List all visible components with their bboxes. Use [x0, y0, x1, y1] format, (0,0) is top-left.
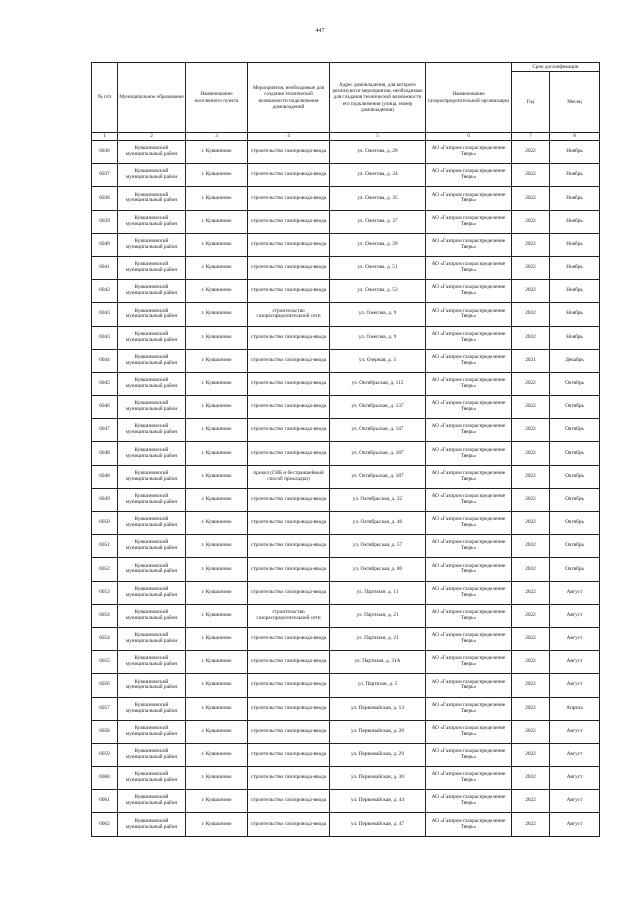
column-number: 2	[118, 133, 186, 141]
cell-organization: АО «Газпром газораспределение Тверь»	[426, 743, 512, 766]
cell-organization: АО «Газпром газораспределение Тверь»	[426, 674, 512, 697]
cell-municipality: Кувшиновский муниципальный район	[118, 674, 186, 697]
cell-event: строительство газопровода-ввода	[248, 813, 330, 836]
cell-settlement: г. Кувшиново	[186, 720, 248, 743]
cell-address: ул. Октябрьская, д. 115	[330, 372, 426, 395]
column-number: 7	[512, 133, 550, 141]
cell-event: строительство газопровода-ввода	[248, 651, 330, 674]
cell-settlement: г. Кувшиново	[186, 581, 248, 604]
header-deadline: Срок догазификации	[512, 63, 600, 72]
cell-address: ул. Октябрьская, д. 22	[330, 488, 426, 511]
cell-index: 6059	[92, 743, 118, 766]
cell-organization: АО «Газпром газораспределение Тверь»	[426, 210, 512, 233]
cell-settlement: г. Кувшиново	[186, 488, 248, 511]
cell-month: Ноябрь	[550, 141, 600, 164]
cell-year: 2022	[512, 697, 550, 720]
cell-municipality: Кувшиновский муниципальный район	[118, 187, 186, 210]
cell-index: 6054	[92, 604, 118, 627]
cell-settlement: г. Кувшиново	[186, 465, 248, 488]
cell-organization: АО «Газпром газораспределение Тверь»	[426, 790, 512, 813]
cell-event: строительство газопровода-ввода	[248, 187, 330, 210]
cell-settlement: г. Кувшиново	[186, 164, 248, 187]
cell-address: ул. Ожегова, д. 9	[330, 303, 426, 326]
cell-municipality: Кувшиновский муниципальный район	[118, 767, 186, 790]
cell-month: Октябрь	[550, 419, 600, 442]
column-number: 5	[330, 133, 426, 141]
table-header	[92, 63, 600, 141]
cell-month: Апрель	[550, 697, 600, 720]
cell-index: 6041	[92, 256, 118, 279]
cell-event: строительство газопровода-ввода	[248, 396, 330, 419]
cell-event: строительство газопровода-ввода	[248, 442, 330, 465]
column-number: 4	[248, 133, 330, 141]
header-address: Адрес домовладения, для которого реализуются мероприятия, необходимые для создания технической возможности его подключения (улица, номер домовладения)	[330, 63, 426, 133]
cell-year: 2022	[512, 813, 550, 836]
cell-municipality: Кувшиновский муниципальный район	[118, 604, 186, 627]
table-row	[92, 303, 600, 326]
cell-settlement: г. Кувшиново	[186, 813, 248, 836]
cell-settlement: г. Кувшиново	[186, 535, 248, 558]
cell-organization: АО «Газпром газораспределение Тверь»	[426, 419, 512, 442]
cell-address: ул. Октябрьская, д. 80	[330, 558, 426, 581]
cell-year: 2022	[512, 210, 550, 233]
cell-month: Ноябрь	[550, 210, 600, 233]
cell-organization: АО «Газпром газораспределение Тверь»	[426, 813, 512, 836]
cell-month: Ноябрь	[550, 326, 600, 349]
cell-address: ул. Партизан, д. 11	[330, 581, 426, 604]
table-row	[92, 280, 600, 303]
cell-settlement: г. Кувшиново	[186, 141, 248, 164]
cell-year: 2022	[512, 558, 550, 581]
cell-month: Ноябрь	[550, 233, 600, 256]
cell-index: 6050	[92, 512, 118, 535]
cell-event: строительство газопровода-ввода	[248, 790, 330, 813]
cell-address: ул. Партизан, д. 31А	[330, 651, 426, 674]
cell-month: Ноябрь	[550, 187, 600, 210]
cell-organization: АО «Газпром газораспределение Тверь»	[426, 141, 512, 164]
cell-settlement: г. Кувшиново	[186, 697, 248, 720]
cell-municipality: Кувшиновский муниципальный район	[118, 349, 186, 372]
cell-index: 6037	[92, 164, 118, 187]
cell-year: 2021	[512, 349, 550, 372]
cell-event: строительство газопровода-ввода	[248, 349, 330, 372]
cell-organization: АО «Газпром газораспределение Тверь»	[426, 767, 512, 790]
cell-index: 6040	[92, 233, 118, 256]
cell-address: ул. Ожегова, д. 51	[330, 256, 426, 279]
cell-month: Август	[550, 581, 600, 604]
cell-event: строительство газопровода-ввода	[248, 488, 330, 511]
cell-event: строительство газопровода-ввода	[248, 210, 330, 233]
cell-address: ул. Октябрьская, д. 137	[330, 396, 426, 419]
cell-address: ул. Первомайская, д. 13	[330, 697, 426, 720]
cell-index: 6046	[92, 396, 118, 419]
cell-index: 6036	[92, 141, 118, 164]
table-row	[92, 419, 600, 442]
cell-event: строительство газопровода-ввода	[248, 627, 330, 650]
cell-organization: АО «Газпром газораспределение Тверь»	[426, 720, 512, 743]
cell-event: строительство газопровода-ввода	[248, 743, 330, 766]
header-idx: № п/п	[92, 63, 118, 133]
cell-event: строительство газопровода-ввода	[248, 326, 330, 349]
cell-year: 2022	[512, 581, 550, 604]
cell-settlement: г. Кувшиново	[186, 627, 248, 650]
cell-organization: АО «Газпром газораспределение Тверь»	[426, 164, 512, 187]
column-number: 3	[186, 133, 248, 141]
cell-address: ул. Ожегова, д. 28	[330, 141, 426, 164]
cell-settlement: г. Кувшиново	[186, 210, 248, 233]
cell-index: 6052	[92, 558, 118, 581]
cell-month: Ноябрь	[550, 303, 600, 326]
cell-year: 2022	[512, 674, 550, 697]
table-row	[92, 627, 600, 650]
cell-event: строительство газопровода-ввода	[248, 674, 330, 697]
cell-organization: АО «Газпром газораспределение Тверь»	[426, 581, 512, 604]
cell-address: ул. Партизан, д. 21	[330, 627, 426, 650]
table-row	[92, 256, 600, 279]
cell-municipality: Кувшиновский муниципальный район	[118, 419, 186, 442]
table-row	[92, 813, 600, 836]
cell-address: ул. Октябрьская, д. 57	[330, 535, 426, 558]
cell-index: 6057	[92, 697, 118, 720]
table-row	[92, 187, 600, 210]
table-row	[92, 674, 600, 697]
cell-year: 2022	[512, 187, 550, 210]
cell-event: строительство газопровода-ввода	[248, 697, 330, 720]
cell-month: Октябрь	[550, 512, 600, 535]
cell-year: 2022	[512, 465, 550, 488]
cell-organization: АО «Газпром газораспределение Тверь»	[426, 442, 512, 465]
cell-address: ул. Партизан, д. 5	[330, 674, 426, 697]
cell-municipality: Кувшиновский муниципальный район	[118, 651, 186, 674]
cell-municipality: Кувшиновский муниципальный район	[118, 743, 186, 766]
table-row	[92, 790, 600, 813]
table-row	[92, 326, 600, 349]
cell-month: Октябрь	[550, 558, 600, 581]
cell-address: ул. Октябрьская, д. 187	[330, 442, 426, 465]
column-numbers-row	[92, 133, 600, 141]
cell-year: 2022	[512, 488, 550, 511]
cell-organization: АО «Газпром газораспределение Тверь»	[426, 396, 512, 419]
cell-index: 6038	[92, 187, 118, 210]
cell-event: строительство газопровода-ввода	[248, 720, 330, 743]
table-row	[92, 141, 600, 164]
table-row	[92, 651, 600, 674]
cell-settlement: г. Кувшиново	[186, 790, 248, 813]
cell-year: 2022	[512, 604, 550, 627]
cell-event: строительство газопровода-ввода	[248, 141, 330, 164]
cell-index: 6060	[92, 767, 118, 790]
header-org: Наименование газораспределительной организации	[426, 63, 512, 133]
table-row	[92, 396, 600, 419]
cell-year: 2022	[512, 372, 550, 395]
cell-address: ул. Первомайская, д. 20	[330, 720, 426, 743]
cell-month: Август	[550, 674, 600, 697]
cell-address: ул. Первомайская, д. 29	[330, 743, 426, 766]
cell-year: 2022	[512, 535, 550, 558]
cell-month: Ноябрь	[550, 280, 600, 303]
cell-address: ул. Первомайская, д. 44	[330, 790, 426, 813]
cell-organization: АО «Газпром газораспределение Тверь»	[426, 627, 512, 650]
cell-settlement: г. Кувшиново	[186, 558, 248, 581]
table-row	[92, 210, 600, 233]
cell-settlement: г. Кувшиново	[186, 512, 248, 535]
cell-event: строительство газопровода-ввода	[248, 280, 330, 303]
cell-index: 6058	[92, 720, 118, 743]
cell-settlement: г. Кувшиново	[186, 256, 248, 279]
cell-month: Август	[550, 813, 600, 836]
table-row	[92, 488, 600, 511]
cell-event: строительство газопровода-ввода	[248, 558, 330, 581]
cell-municipality: Кувшиновский муниципальный район	[118, 512, 186, 535]
cell-index: 6044	[92, 349, 118, 372]
cell-month: Октябрь	[550, 442, 600, 465]
table-row	[92, 233, 600, 256]
cell-municipality: Кувшиновский муниципальный район	[118, 627, 186, 650]
cell-index: 6053	[92, 581, 118, 604]
cell-year: 2022	[512, 233, 550, 256]
cell-event: прокол (ГНБ и бестраншейный способ прокладки)	[248, 465, 330, 488]
cell-municipality: Кувшиновский муниципальный район	[118, 233, 186, 256]
cell-month: Август	[550, 651, 600, 674]
cell-municipality: Кувшиновский муниципальный район	[118, 256, 186, 279]
cell-address: ул. Октябрьская, д. 187	[330, 465, 426, 488]
column-number: 6	[426, 133, 512, 141]
cell-index: 6061	[92, 790, 118, 813]
cell-settlement: г. Кувшиново	[186, 187, 248, 210]
cell-month: Октябрь	[550, 535, 600, 558]
table-row	[92, 767, 600, 790]
cell-address: ул. Ожегова, д. 9	[330, 326, 426, 349]
cell-address: ул. Озерная, д. 3	[330, 349, 426, 372]
cell-address: ул. Первомайская, д. 30	[330, 767, 426, 790]
cell-municipality: Кувшиновский муниципальный район	[118, 488, 186, 511]
cell-organization: АО «Газпром газораспределение Тверь»	[426, 372, 512, 395]
cell-municipality: Кувшиновский муниципальный район	[118, 442, 186, 465]
cell-settlement: г. Кувшиново	[186, 326, 248, 349]
cell-year: 2022	[512, 651, 550, 674]
cell-index: 6054	[92, 627, 118, 650]
cell-event: строительство газопровода-ввода	[248, 512, 330, 535]
cell-organization: АО «Газпром газораспределение Тверь»	[426, 326, 512, 349]
cell-event: строительство газопровода-ввода	[248, 164, 330, 187]
cell-month: Октябрь	[550, 465, 600, 488]
cell-settlement: г. Кувшиново	[186, 674, 248, 697]
cell-year: 2022	[512, 164, 550, 187]
cell-year: 2022	[512, 743, 550, 766]
cell-event: строительство газораспределительной сети	[248, 303, 330, 326]
cell-municipality: Кувшиновский муниципальный район	[118, 813, 186, 836]
cell-month: Ноябрь	[550, 164, 600, 187]
cell-organization: АО «Газпром газораспределение Тверь»	[426, 512, 512, 535]
header-month: Месяц	[550, 72, 600, 133]
cell-month: Август	[550, 743, 600, 766]
cell-month: Август	[550, 627, 600, 650]
cell-month: Октябрь	[550, 488, 600, 511]
header-municipality: Муниципальное образование	[118, 63, 186, 133]
cell-year: 2022	[512, 256, 550, 279]
cell-settlement: г. Кувшиново	[186, 767, 248, 790]
cell-municipality: Кувшиновский муниципальный район	[118, 720, 186, 743]
table-row	[92, 581, 600, 604]
cell-settlement: г. Кувшиново	[186, 372, 248, 395]
cell-index: 6062	[92, 813, 118, 836]
cell-index: 6042	[92, 280, 118, 303]
cell-address: ул. Ожегова, д. 34	[330, 164, 426, 187]
cell-event: строительство газопровода-ввода	[248, 535, 330, 558]
cell-event: строительство газораспределительной сети	[248, 604, 330, 627]
cell-index: 6056	[92, 674, 118, 697]
cell-organization: АО «Газпром газораспределение Тверь»	[426, 349, 512, 372]
cell-settlement: г. Кувшиново	[186, 743, 248, 766]
cell-municipality: Кувшиновский муниципальный район	[118, 465, 186, 488]
cell-municipality: Кувшиновский муниципальный район	[118, 326, 186, 349]
cell-municipality: Кувшиновский муниципальный район	[118, 396, 186, 419]
cell-municipality: Кувшиновский муниципальный район	[118, 280, 186, 303]
cell-event: строительство газопровода-ввода	[248, 372, 330, 395]
cell-index: 6055	[92, 651, 118, 674]
table-row	[92, 349, 600, 372]
header-year: Год	[512, 72, 550, 133]
cell-address: ул. Ожегова, д. 37	[330, 210, 426, 233]
cell-settlement: г. Кувшиново	[186, 604, 248, 627]
cell-settlement: г. Кувшиново	[186, 651, 248, 674]
cell-month: Ноябрь	[550, 256, 600, 279]
cell-address: ул. Ожегова, д. 39	[330, 233, 426, 256]
column-number: 8	[550, 133, 600, 141]
table-row	[92, 604, 600, 627]
cell-month: Декабрь	[550, 349, 600, 372]
cell-event: строительство газопровода-ввода	[248, 233, 330, 256]
cell-municipality: Кувшиновский муниципальный район	[118, 164, 186, 187]
cell-settlement: г. Кувшиново	[186, 303, 248, 326]
cell-event: строительство газопровода-ввода	[248, 767, 330, 790]
cell-organization: АО «Газпром газораспределение Тверь»	[426, 488, 512, 511]
cell-index: 6043	[92, 303, 118, 326]
cell-organization: АО «Газпром газораспределение Тверь»	[426, 604, 512, 627]
cell-municipality: Кувшиновский муниципальный район	[118, 210, 186, 233]
cell-event: строительство газопровода-ввода	[248, 419, 330, 442]
cell-month: Октябрь	[550, 372, 600, 395]
cell-month: Август	[550, 767, 600, 790]
cell-year: 2022	[512, 767, 550, 790]
cell-organization: АО «Газпром газораспределение Тверь»	[426, 535, 512, 558]
cell-index: 6047	[92, 419, 118, 442]
cell-year: 2022	[512, 512, 550, 535]
cell-organization: АО «Газпром газораспределение Тверь»	[426, 558, 512, 581]
cell-address: ул. Октябрьская, д. 147	[330, 419, 426, 442]
cell-settlement: г. Кувшиново	[186, 419, 248, 442]
table-body	[92, 141, 600, 837]
cell-municipality: Кувшиновский муниципальный район	[118, 141, 186, 164]
cell-index: 6048	[92, 442, 118, 465]
cell-municipality: Кувшиновский муниципальный район	[118, 535, 186, 558]
cell-municipality: Кувшиновский муниципальный район	[118, 372, 186, 395]
page-number: 447	[315, 28, 325, 34]
cell-settlement: г. Кувшиново	[186, 280, 248, 303]
table-row	[92, 512, 600, 535]
cell-year: 2022	[512, 419, 550, 442]
cell-index: 6039	[92, 210, 118, 233]
cell-month: Август	[550, 604, 600, 627]
cell-year: 2022	[512, 326, 550, 349]
cell-municipality: Кувшиновский муниципальный район	[118, 697, 186, 720]
cell-organization: АО «Газпром газораспределение Тверь»	[426, 280, 512, 303]
cell-organization: АО «Газпром газораспределение Тверь»	[426, 697, 512, 720]
table-row	[92, 164, 600, 187]
cell-year: 2022	[512, 303, 550, 326]
cell-index: 6048	[92, 465, 118, 488]
gasification-table	[91, 62, 600, 837]
cell-municipality: Кувшиновский муниципальный район	[118, 581, 186, 604]
table-row	[92, 558, 600, 581]
table-row	[92, 465, 600, 488]
table-row	[92, 442, 600, 465]
table-row	[92, 372, 600, 395]
table-row	[92, 535, 600, 558]
cell-index: 6049	[92, 488, 118, 511]
cell-settlement: г. Кувшиново	[186, 442, 248, 465]
cell-address: ул. Октябрьская, д. 46	[330, 512, 426, 535]
cell-organization: АО «Газпром газораспределение Тверь»	[426, 256, 512, 279]
cell-organization: АО «Газпром газораспределение Тверь»	[426, 303, 512, 326]
cell-year: 2022	[512, 720, 550, 743]
cell-municipality: Кувшиновский муниципальный район	[118, 790, 186, 813]
cell-municipality: Кувшиновский муниципальный район	[118, 303, 186, 326]
cell-organization: АО «Газпром газораспределение Тверь»	[426, 233, 512, 256]
cell-year: 2022	[512, 442, 550, 465]
table-row	[92, 697, 600, 720]
cell-organization: АО «Газпром газораспределение Тверь»	[426, 187, 512, 210]
header-event: Мероприятия, необходимые для создания технической возможности подключения домовладений	[248, 63, 330, 133]
cell-settlement: г. Кувшиново	[186, 349, 248, 372]
cell-year: 2022	[512, 627, 550, 650]
cell-address: ул. Партизан, д. 21	[330, 604, 426, 627]
cell-year: 2022	[512, 141, 550, 164]
cell-municipality: Кувшиновский муниципальный район	[118, 558, 186, 581]
cell-organization: АО «Газпром газораспределение Тверь»	[426, 465, 512, 488]
cell-month: Октябрь	[550, 396, 600, 419]
cell-address: ул. Ожегова, д. 53	[330, 280, 426, 303]
cell-organization: АО «Газпром газораспределение Тверь»	[426, 651, 512, 674]
cell-index: 6043	[92, 326, 118, 349]
cell-month: Август	[550, 790, 600, 813]
cell-year: 2022	[512, 280, 550, 303]
column-number: 1	[92, 133, 118, 141]
cell-address: ул. Ожегова, д. 35	[330, 187, 426, 210]
header-settlement: Наименование населенного пункта	[186, 63, 248, 133]
cell-index: 6045	[92, 372, 118, 395]
cell-address: ул. Первомайская, д. 47	[330, 813, 426, 836]
cell-year: 2022	[512, 396, 550, 419]
cell-index: 6051	[92, 535, 118, 558]
cell-year: 2022	[512, 790, 550, 813]
table-row	[92, 720, 600, 743]
cell-settlement: г. Кувшиново	[186, 396, 248, 419]
cell-month: Август	[550, 720, 600, 743]
table-row	[92, 743, 600, 766]
cell-settlement: г. Кувшиново	[186, 233, 248, 256]
cell-event: строительство газопровода-ввода	[248, 256, 330, 279]
cell-event: строительство газопровода-ввода	[248, 581, 330, 604]
